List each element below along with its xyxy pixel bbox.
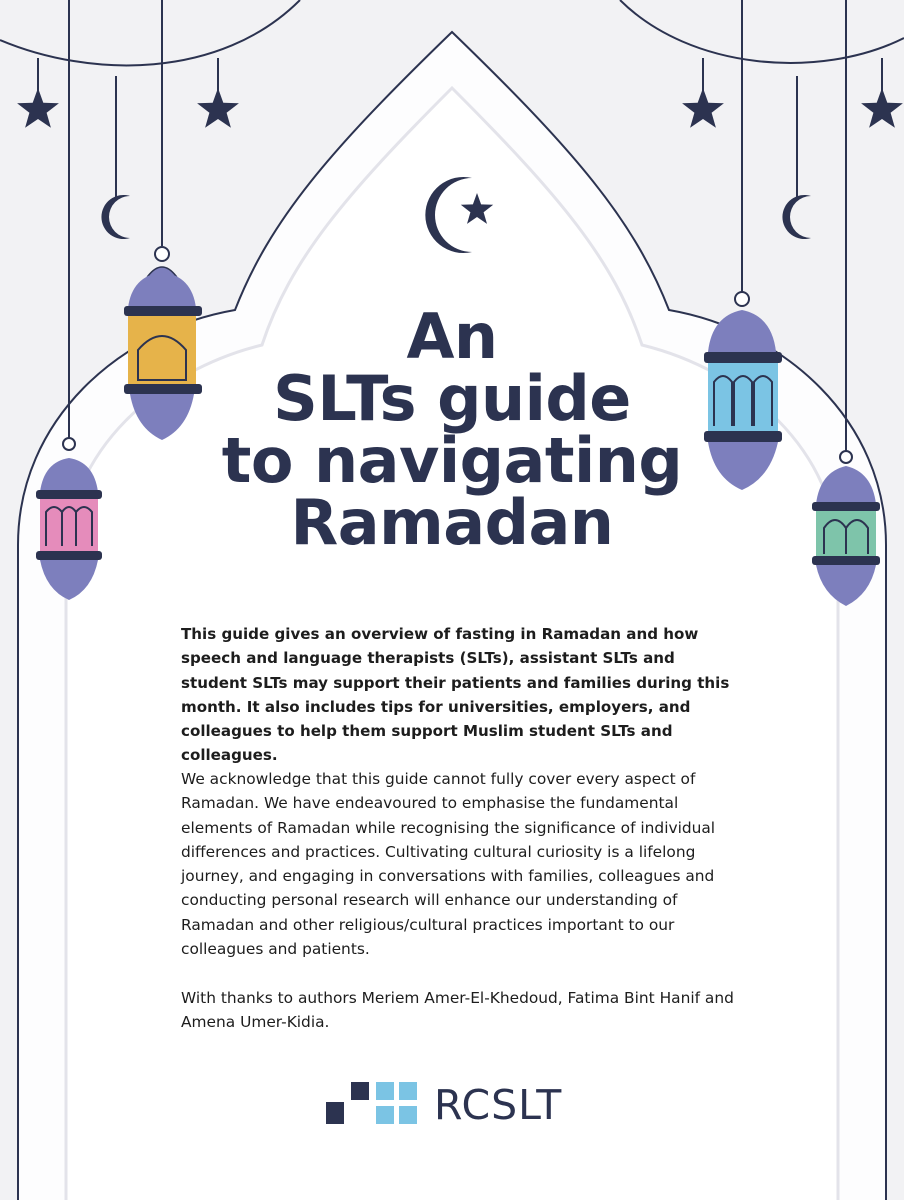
thanks-paragraph: With thanks to authors Meriem Amer-El-Khedoud, Fatima Bint Hanif and Amena Umer-Kidia. bbox=[181, 989, 734, 1032]
crescent-icon bbox=[782, 195, 811, 239]
crescent-icon bbox=[101, 195, 130, 239]
title-line: SLTs guide bbox=[273, 362, 631, 435]
title-line: An bbox=[406, 300, 498, 373]
title-line: to navigating bbox=[221, 424, 683, 497]
star-icon bbox=[682, 88, 724, 128]
garland-left bbox=[0, 0, 300, 65]
garland-right bbox=[620, 0, 904, 63]
title-line: Ramadan bbox=[290, 486, 614, 559]
intro-paragraph: This guide gives an overview of fasting in Ramadan and how speech and language therapists (SLTs), assistant SLTs and student SLTs may support their patients and families during this month. It also includes tips for universities, employers, and colleagues to help them support Muslim student SLTs and colleagues. bbox=[181, 625, 730, 765]
star-icon bbox=[861, 88, 903, 128]
rcslt-logo-mark bbox=[326, 1082, 426, 1128]
acknowledgement-paragraph: We acknowledge that this guide cannot fully cover every aspect of Ramadan. We have endeavoured to emphasise the fundamental elements of Ramadan while recognising the significance of individual differences and practices. Cultivating cultural curiosity is a lifelong journey, and engaging in conversations with families, colleagues and conducting personal research will enhance our understanding of Ramadan and other religious/cultural practices important to our colleagues and patients. bbox=[181, 770, 716, 959]
page-title bbox=[110, 300, 794, 559]
star-icon bbox=[197, 88, 239, 128]
rcslt-logo bbox=[326, 1082, 582, 1128]
star-icon bbox=[17, 88, 59, 128]
logo-wordmark: RCSLT bbox=[434, 1081, 563, 1129]
